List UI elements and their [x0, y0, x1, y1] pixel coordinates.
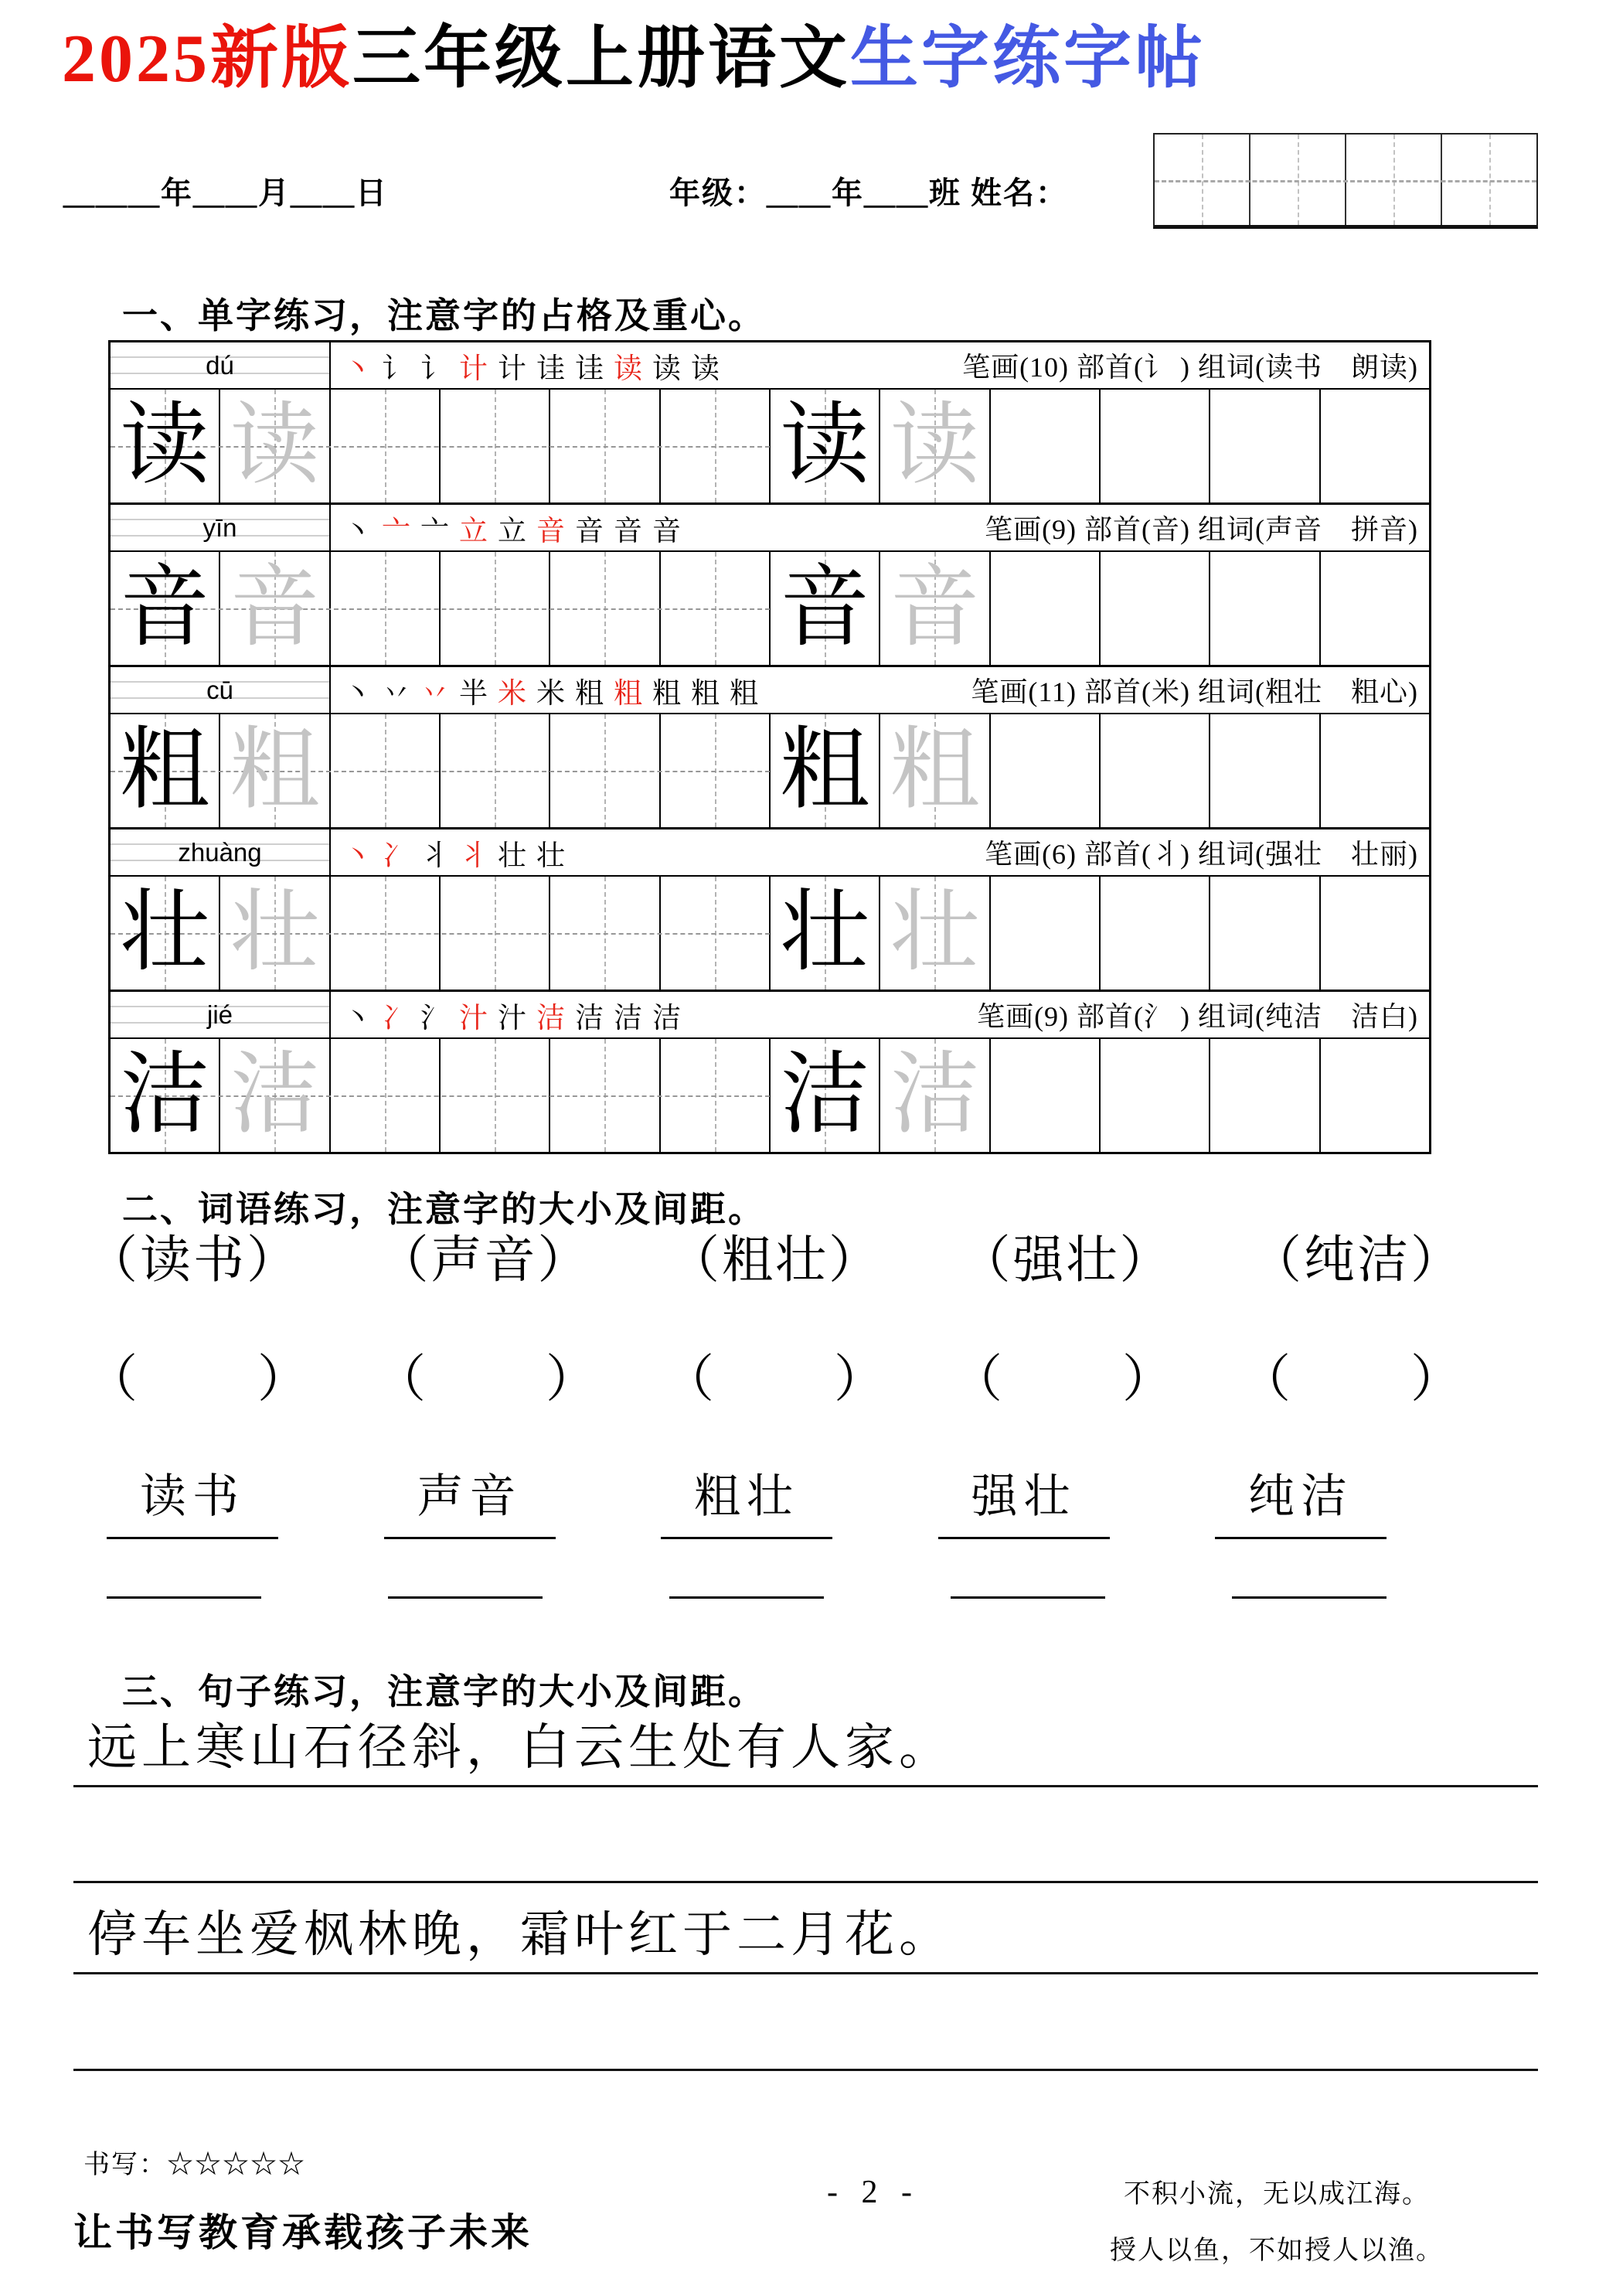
char-block-jie — [111, 992, 1429, 1152]
close-paren: ） — [1119, 1232, 1173, 1289]
practice-cell — [661, 877, 771, 990]
practice-cell — [111, 390, 220, 502]
word-underline-row — [107, 1460, 1387, 1539]
trace-character: 音 — [890, 559, 980, 658]
underlined-word: 强壮 — [938, 1460, 1110, 1539]
practice-cell — [771, 1039, 880, 1152]
practice-cell — [991, 714, 1101, 827]
name-writing-grid — [1153, 133, 1538, 229]
close-paren: ） — [537, 1232, 591, 1289]
model-character: 读 — [120, 397, 210, 496]
stroke-step-glyph: 壮 — [536, 840, 565, 872]
word-paren-row — [87, 1228, 1464, 1294]
stroke-step-glyph: 冫 — [382, 1002, 410, 1034]
word-label: 纯洁 — [1304, 1232, 1410, 1289]
model-character: 粗 — [120, 721, 210, 820]
practice-cell — [771, 390, 880, 502]
stroke-step-glyph: 讠 — [382, 353, 410, 385]
trace-character: 洁 — [890, 1046, 980, 1145]
stroke-step-glyph: 音 — [614, 515, 642, 547]
cell-guide-dash — [495, 1039, 496, 1152]
stroke-step-glyph: 粗 — [691, 677, 720, 710]
cell-guide-dash — [385, 390, 386, 502]
title-grade: 三年级上册语文 — [352, 22, 851, 97]
stroke-step-glyph: 音 — [575, 515, 604, 547]
model-character: 壮 — [780, 884, 870, 983]
open-paren: （ — [1240, 1351, 1293, 1408]
practice-cell — [1101, 552, 1210, 665]
practice-cell — [661, 390, 771, 502]
practice-cell — [880, 390, 990, 502]
stroke-info-cell — [331, 505, 1429, 550]
practice-cell — [991, 390, 1101, 502]
footer-slogan: 让书写教育承载孩子未来 — [73, 2211, 532, 2254]
stroke-step-glyph: 洁 — [536, 1002, 565, 1034]
stroke-step-glyph: 读 — [652, 353, 681, 385]
model-character: 洁 — [780, 1046, 870, 1145]
underlined-word: 读书 — [107, 1460, 278, 1539]
practice-cell — [331, 390, 441, 502]
pinyin-label: cū — [206, 675, 233, 704]
practice-cell — [991, 1039, 1101, 1152]
trace-character: 壮 — [890, 884, 980, 983]
stroke-step-glyph: 米 — [498, 677, 526, 710]
cell-guide-dash — [495, 714, 496, 827]
close-paren: ） — [834, 1351, 887, 1408]
word-label: 声音 — [430, 1232, 538, 1289]
write-blank-line — [1232, 1579, 1387, 1599]
stroke-order-sequence — [343, 994, 681, 1036]
open-paren: （ — [951, 1351, 1005, 1408]
stroke-step-glyph: 丬 — [459, 840, 488, 872]
cell-guide-dash — [385, 1039, 386, 1152]
pinyin-cell — [111, 992, 331, 1037]
cell-guide-dash — [604, 714, 606, 827]
pinyin-label: jié — [206, 1000, 233, 1029]
stroke-step-glyph: 丶 — [343, 840, 372, 872]
pinyin-label: yīn — [202, 513, 237, 542]
practice-cell — [1101, 1039, 1210, 1152]
practice-cell — [111, 552, 220, 665]
stroke-step-glyph: 丷 — [420, 677, 449, 710]
close-paren: ） — [1122, 1351, 1176, 1408]
practice-cell — [880, 714, 990, 827]
practice-cell — [1321, 1039, 1429, 1152]
close-paren: ） — [247, 1232, 300, 1289]
practice-cell — [991, 877, 1101, 990]
stroke-step-glyph: 诖 — [536, 353, 565, 385]
stroke-step-glyph: 计 — [498, 353, 526, 385]
stroke-step-glyph: 读 — [691, 353, 720, 385]
write-blank-line — [951, 1579, 1105, 1599]
practice-cell — [1321, 552, 1429, 665]
empty-paren-row — [87, 1347, 1464, 1413]
page-number: - 2 - — [827, 2175, 920, 2210]
trace-character: 壮 — [230, 884, 320, 983]
name-grid-midline — [1155, 180, 1536, 182]
close-paren: ） — [829, 1232, 882, 1289]
word-in-parens — [669, 1228, 882, 1294]
close-paren: ） — [546, 1351, 599, 1408]
practice-cell — [441, 552, 550, 665]
trace-character: 读 — [230, 397, 320, 496]
practice-cell — [1210, 390, 1320, 502]
stroke-step-glyph: 丷 — [382, 677, 410, 710]
pinyin-cell — [111, 342, 331, 388]
empty-parens — [1240, 1347, 1464, 1413]
word-label: 粗壮 — [722, 1232, 829, 1289]
stroke-step-glyph: 洁 — [614, 1002, 642, 1034]
practice-cell — [771, 877, 880, 990]
stroke-info-cell — [331, 342, 1429, 388]
open-paren: （ — [959, 1232, 1013, 1289]
stroke-order-sequence — [343, 669, 758, 711]
char-block-yin — [111, 505, 1429, 667]
open-paren: （ — [669, 1232, 722, 1289]
stroke-step-glyph: 半 — [459, 677, 488, 710]
practice-cell — [331, 552, 441, 665]
practice-cell — [220, 877, 330, 990]
write-blank-line — [669, 1579, 824, 1599]
stroke-order-sequence — [343, 832, 565, 874]
empty-parens — [951, 1347, 1176, 1413]
stroke-step-glyph: 丶 — [343, 1002, 372, 1034]
write-blank-line — [388, 1579, 543, 1599]
practice-cell — [1321, 877, 1429, 990]
stroke-step-glyph: 冫 — [382, 840, 410, 872]
word-in-parens — [378, 1228, 591, 1294]
model-character: 音 — [780, 559, 870, 658]
cell-guide-dash — [715, 552, 716, 665]
model-character: 读 — [780, 397, 870, 496]
underlined-word: 声音 — [384, 1460, 556, 1539]
stroke-step-glyph: 诖 — [575, 353, 604, 385]
char-block-cu — [111, 667, 1429, 829]
cell-guide-dash — [495, 552, 496, 665]
char-header-row — [111, 829, 1429, 877]
cell-guide-dash — [604, 1039, 606, 1152]
practice-cell — [331, 877, 441, 990]
trace-character: 音 — [230, 559, 320, 658]
cell-guide-dash — [495, 877, 496, 990]
practice-cell — [1101, 714, 1210, 827]
practice-cell — [661, 552, 771, 665]
stroke-step-glyph: 汁 — [498, 1002, 526, 1034]
cell-guide-dash — [385, 552, 386, 665]
stroke-info-cell — [331, 829, 1429, 875]
handwriting-score-stars: 书写：☆☆☆☆☆ — [83, 2151, 306, 2179]
section2-heading: 二、词语练习，注意字的大小及间距。 — [122, 1189, 766, 1229]
word-in-parens — [1250, 1228, 1464, 1294]
practice-cell — [220, 714, 330, 827]
practice-cell — [1210, 877, 1320, 990]
empty-parens — [663, 1347, 887, 1413]
stroke-step-glyph: 汁 — [459, 1002, 488, 1034]
practice-row — [111, 390, 1429, 502]
char-header-row — [111, 667, 1429, 714]
stroke-step-glyph: 音 — [536, 515, 565, 547]
footer-quote-line: 不积小流，无以成江海。 — [1124, 2180, 1430, 2209]
stroke-step-glyph: 立 — [498, 515, 526, 547]
word-in-parens — [87, 1228, 300, 1294]
practice-cell — [880, 552, 990, 665]
sentence-blank-rule-2 — [73, 2069, 1538, 2071]
pinyin-label: zhuàng — [178, 837, 262, 867]
char-info-text: 笔画(10) 部首(讠 ) 组词(读书 朗读) — [962, 352, 1418, 383]
section3-heading: 三、句子练习，注意字的大小及间距。 — [122, 1671, 766, 1712]
practice-cell — [550, 552, 660, 665]
practice-cell — [331, 714, 441, 827]
stroke-step-glyph: 洁 — [575, 1002, 604, 1034]
stroke-step-glyph: 音 — [652, 515, 681, 547]
stroke-step-glyph: 丶 — [343, 677, 372, 710]
stroke-step-glyph: 讠 — [420, 353, 449, 385]
practice-cell — [771, 552, 880, 665]
stroke-step-glyph: 米 — [536, 677, 565, 710]
word-in-parens — [960, 1228, 1173, 1294]
stroke-step-glyph: 粗 — [652, 677, 681, 710]
pinyin-label: dú — [206, 350, 234, 380]
cell-guide-dash — [604, 552, 606, 665]
practice-cell — [111, 1039, 220, 1152]
cell-guide-dash — [715, 390, 716, 502]
model-character: 壮 — [120, 884, 210, 983]
practice-cell — [991, 552, 1101, 665]
practice-cell — [220, 390, 330, 502]
practice-cell — [1101, 877, 1210, 990]
practice-cell — [550, 390, 660, 502]
char-header-row — [111, 505, 1429, 552]
pinyin-cell — [111, 667, 331, 713]
practice-cell — [441, 714, 550, 827]
char-block-du — [111, 342, 1429, 505]
char-header-row — [111, 342, 1429, 390]
practice-cell — [1210, 552, 1320, 665]
cell-guide-dash — [495, 390, 496, 502]
open-paren: （ — [87, 1232, 140, 1289]
trace-character: 粗 — [230, 721, 320, 820]
practice-cell — [550, 1039, 660, 1152]
practice-cell — [661, 1039, 771, 1152]
practice-cell — [1101, 390, 1210, 502]
practice-row — [111, 714, 1429, 827]
trace-character: 读 — [890, 397, 980, 496]
practice-cell — [771, 714, 880, 827]
stroke-info-cell — [331, 667, 1429, 713]
practice-row — [111, 877, 1429, 990]
sentence-blank-rule-1 — [73, 1881, 1538, 1883]
open-paren: （ — [377, 1232, 431, 1289]
sentence-model-1: 远上寒山石径斜，白云生处有人家。 — [73, 1712, 1538, 1787]
practice-cell — [550, 877, 660, 990]
char-header-row — [111, 992, 1429, 1039]
stroke-step-glyph: 氵 — [420, 1002, 449, 1034]
practice-cell — [1321, 390, 1429, 502]
char-info-text: 笔画(11) 部首(米) 组词(粗壮 粗心) — [971, 676, 1418, 707]
stroke-step-glyph: 壮 — [498, 840, 526, 872]
title-subject: 生字练字帖 — [850, 22, 1206, 97]
close-paren: ） — [1410, 1232, 1464, 1289]
char-block-zhuang — [111, 829, 1429, 992]
stroke-step-glyph: 立 — [459, 515, 488, 547]
model-character: 粗 — [780, 721, 870, 820]
practice-cell — [880, 1039, 990, 1152]
practice-row — [111, 1039, 1429, 1152]
stroke-order-sequence — [343, 507, 681, 549]
title-edition: 2025新版 — [62, 22, 353, 97]
stroke-step-glyph: 洁 — [652, 1002, 681, 1034]
practice-cell — [661, 714, 771, 827]
empty-parens — [375, 1347, 599, 1413]
stroke-step-glyph: 亠 — [420, 515, 449, 547]
underlined-word: 纯洁 — [1215, 1460, 1387, 1539]
practice-cell — [880, 877, 990, 990]
practice-row — [111, 552, 1429, 665]
stroke-step-glyph: 丶 — [343, 353, 372, 385]
close-paren: ） — [257, 1351, 311, 1408]
cell-guide-dash — [385, 877, 386, 990]
practice-cell — [441, 1039, 550, 1152]
practice-cell — [441, 390, 550, 502]
close-paren: ） — [1410, 1351, 1464, 1408]
practice-cell — [220, 552, 330, 665]
stroke-step-glyph: 粗 — [614, 677, 642, 710]
char-info-text: 笔画(9) 部首(音) 组词(声音 拼音) — [985, 514, 1418, 545]
trace-character: 洁 — [230, 1046, 320, 1145]
practice-cell — [1321, 714, 1429, 827]
stroke-step-glyph: 计 — [459, 353, 488, 385]
cell-guide-dash — [385, 714, 386, 827]
word-label: 强壮 — [1012, 1232, 1120, 1289]
character-practice-table — [108, 340, 1431, 1154]
practice-cell — [550, 714, 660, 827]
stroke-order-sequence — [343, 345, 720, 387]
date-blank-line: ＿＿＿年＿＿月＿＿日 — [63, 175, 388, 210]
practice-cell — [111, 714, 220, 827]
open-paren: （ — [663, 1351, 716, 1408]
practice-cell — [220, 1039, 330, 1152]
char-info-text: 笔画(6) 部首(丬) 组词(强壮 壮丽) — [985, 839, 1418, 870]
practice-cell — [111, 877, 220, 990]
practice-cell — [1210, 1039, 1320, 1152]
word-label: 读书 — [140, 1232, 247, 1289]
open-paren: （ — [375, 1351, 428, 1408]
section1-heading: 一、单字练习，注意字的占格及重心。 — [122, 295, 766, 336]
footer-quotes — [1110, 2166, 1444, 2279]
practice-cell — [331, 1039, 441, 1152]
model-character: 洁 — [120, 1046, 210, 1145]
stroke-step-glyph: 丶 — [343, 515, 372, 547]
empty-parens — [87, 1347, 311, 1413]
sentence-model-2: 停车坐爱枫林晚，霜叶红于二月花。 — [73, 1899, 1538, 1974]
open-paren: （ — [87, 1351, 140, 1408]
class-name-line: 年级：＿＿年＿＿班 姓名： — [669, 175, 1068, 210]
stroke-step-glyph: 亠 — [382, 515, 410, 547]
stroke-step-glyph: 丬 — [420, 840, 449, 872]
practice-cell — [1210, 714, 1320, 827]
pinyin-cell — [111, 829, 331, 875]
pinyin-cell — [111, 505, 331, 550]
cell-guide-dash — [715, 714, 716, 827]
write-blank-line — [107, 1579, 261, 1599]
trace-character: 粗 — [890, 721, 980, 820]
stroke-step-glyph: 粗 — [575, 677, 604, 710]
empty-underline-row — [107, 1579, 1387, 1599]
underlined-word: 粗壮 — [661, 1460, 832, 1539]
page-title — [62, 20, 1206, 98]
open-paren: （ — [1250, 1232, 1304, 1289]
char-info-text: 笔画(9) 部首(氵 ) 组词(纯洁 洁白) — [977, 1001, 1418, 1032]
cell-guide-dash — [715, 1039, 716, 1152]
footer-quote-line: 授人以鱼，不如授人以渔。 — [1110, 2236, 1444, 2266]
cell-guide-dash — [604, 390, 606, 502]
practice-cell — [441, 877, 550, 990]
stroke-info-cell — [331, 992, 1429, 1037]
stroke-step-glyph: 读 — [614, 353, 642, 385]
cell-guide-dash — [604, 877, 606, 990]
model-character: 音 — [120, 559, 210, 658]
stroke-step-glyph: 粗 — [730, 677, 758, 710]
cell-guide-dash — [715, 877, 716, 990]
